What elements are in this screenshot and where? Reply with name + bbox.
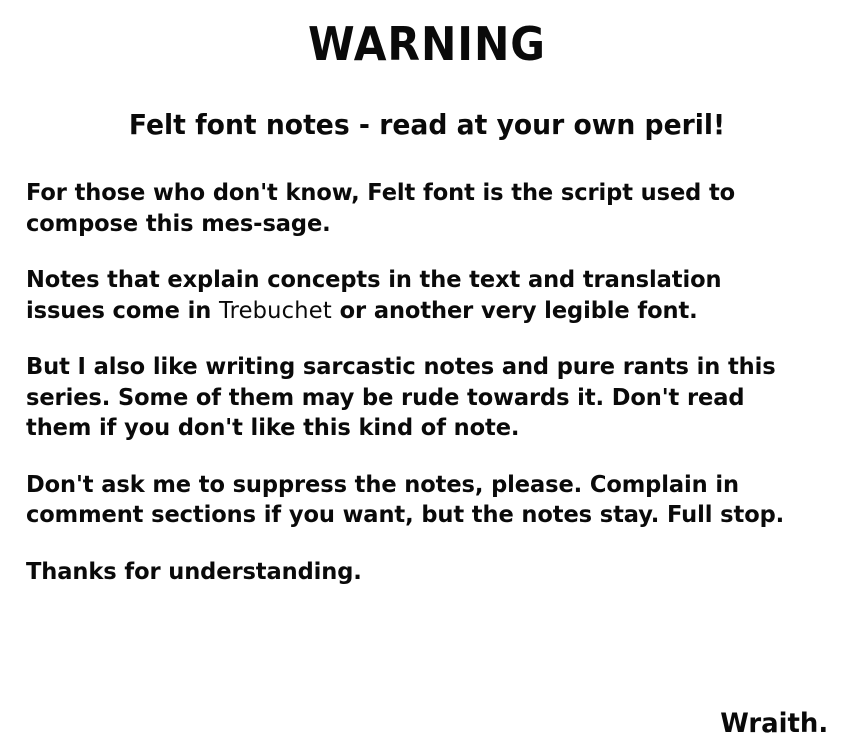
paragraph-notes-lead: Notes that explain concepts in the text and translation issues come in (26, 265, 722, 324)
paragraph-notes-explain (26, 264, 796, 325)
paragraph-sarcastic-notes: But I also like writing sarcastic notes and pure rants in this series. Some of them may be rude towards it. Don't read them if you don't like this kind of note. (26, 352, 776, 442)
paragraph-intro-tail: sage. (262, 208, 331, 237)
signature: Wraith. (719, 708, 828, 739)
page-title: WARNING (308, 17, 546, 71)
paragraph-thanks: Thanks for understanding. (26, 557, 362, 586)
page-subtitle: Felt font notes - read at your own peril! (128, 108, 726, 142)
paragraph-intro-lead: For those who don't know, Felt font is the script used to compose this mes- (26, 178, 736, 237)
paragraph-intro (26, 177, 796, 238)
paragraph-no-suppress: Don't ask me to suppress the notes, please. Complain in comment sections if you want, but the notes stay. Full stop. (26, 469, 785, 529)
document-body (26, 177, 828, 586)
trebuchet-font-sample: Trebuchet (218, 295, 332, 324)
paragraph-notes-tail: or another very legible font. (331, 295, 698, 324)
